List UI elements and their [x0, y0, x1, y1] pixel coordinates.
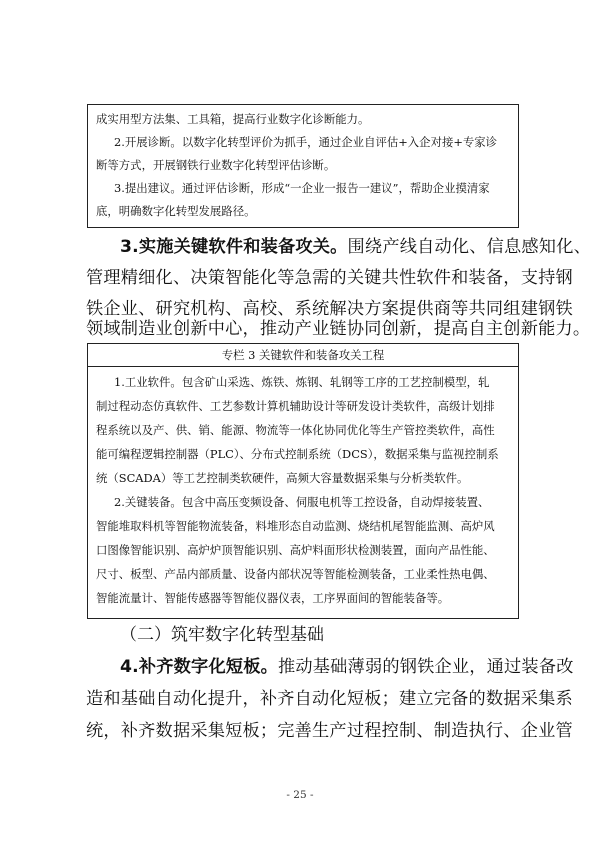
text-box-diagnosis — [87, 104, 519, 228]
paragraph-line: 铁企业、研究机构、高校、系统解决方案提供商等共同组建钢铁 — [86, 299, 573, 319]
paragraph-line: 造和基础自动化提升，补齐自动化短板；建立完备的数据采集系 — [86, 689, 573, 709]
box-line: 程系统以及产、供、销、能源、物流等一体化协同优化等生产管控类软件，高性 — [96, 423, 495, 437]
box-line: 3.提出建议。通过评估诊断，形成“一企业一报告一建议”，帮助企业摸清家 — [114, 181, 490, 195]
box-title: 专栏 3 关键软件和装备攻关工程 — [88, 344, 518, 367]
box-line: 1.工业软件。包含矿山采选、炼铁、炼钢、轧钢等工序的工艺控制模型，轧 — [114, 375, 490, 389]
box-line: 口图像智能识别、高炉炉顶智能识别、高炉料面形状检测装置，面向产品性能、 — [96, 543, 495, 557]
paragraph-line: 管理精细化、决策智能化等急需的关键共性软件和装备，支持钢 — [86, 268, 573, 288]
paragraph-4-text: 推动基础薄弱的钢铁企业，通过装备改 — [278, 657, 574, 677]
box-line: 成实用型方法集、工具箱，提高行业数字化诊断能力。 — [96, 112, 370, 126]
box-line: 统（SCADA）等工艺控制类软硬件，高频大容量数据采集与分析类软件。 — [96, 471, 469, 485]
box-line: 智能流量计、智能传感器等智能仪器仪表，工序界面间的智能装备等。 — [96, 591, 450, 605]
box-line: 断等方式，开展钢铁行业数字化转型评估诊断。 — [96, 158, 336, 172]
box-line: 制过程动态仿真软件、工艺参数计算机辅助设计等研发设计类软件，高级计划排 — [96, 399, 495, 413]
paragraph-4-line-1 — [120, 652, 574, 683]
paragraph-3-text: 围绕产线自动化、信息感知化、 — [347, 237, 591, 257]
paragraph-line: 统，补齐数据采集短板；完善生产过程控制、制造执行、企业管 — [86, 721, 573, 741]
box-line: 智能堆取料机等智能物流装备，料堆形态自动监测、烧结机尾智能监测、高炉风 — [96, 519, 495, 533]
box-line: 2.开展诊断。以数字化转型评价为抓手，通过企业自评估+入企对接+专家诊 — [114, 135, 498, 149]
box-line: 尺寸、板型、产品内部质量、设备内部状况等智能检测装备，工业柔性热电偶、 — [96, 567, 495, 581]
box-line: 能可编程逻辑控制器（PLC）、分布式控制系统（DCS），数据采集与监视控制系 — [96, 447, 499, 461]
text-box-key-software — [87, 343, 519, 619]
section-heading: （二）筑牢数字化转型基础 — [120, 625, 324, 645]
paragraph-3-line-1 — [120, 232, 591, 263]
page-number: - 25 - — [286, 789, 314, 801]
paragraph-line: 领域制造业创新中心，推动产业链协同创新，提高自主创新能力。 — [86, 319, 591, 339]
paragraph-4-lead: 4.补齐数字化短板。 — [120, 657, 278, 677]
paragraph-3-lead: 3.实施关键软件和装备攻关。 — [120, 237, 348, 257]
box-line: 底，明确数字化转型发展路径。 — [96, 204, 256, 218]
box-line: 2.关键装备。包含中高压变频设备、伺服电机等工控设备，自动焊接装置、 — [114, 495, 490, 509]
